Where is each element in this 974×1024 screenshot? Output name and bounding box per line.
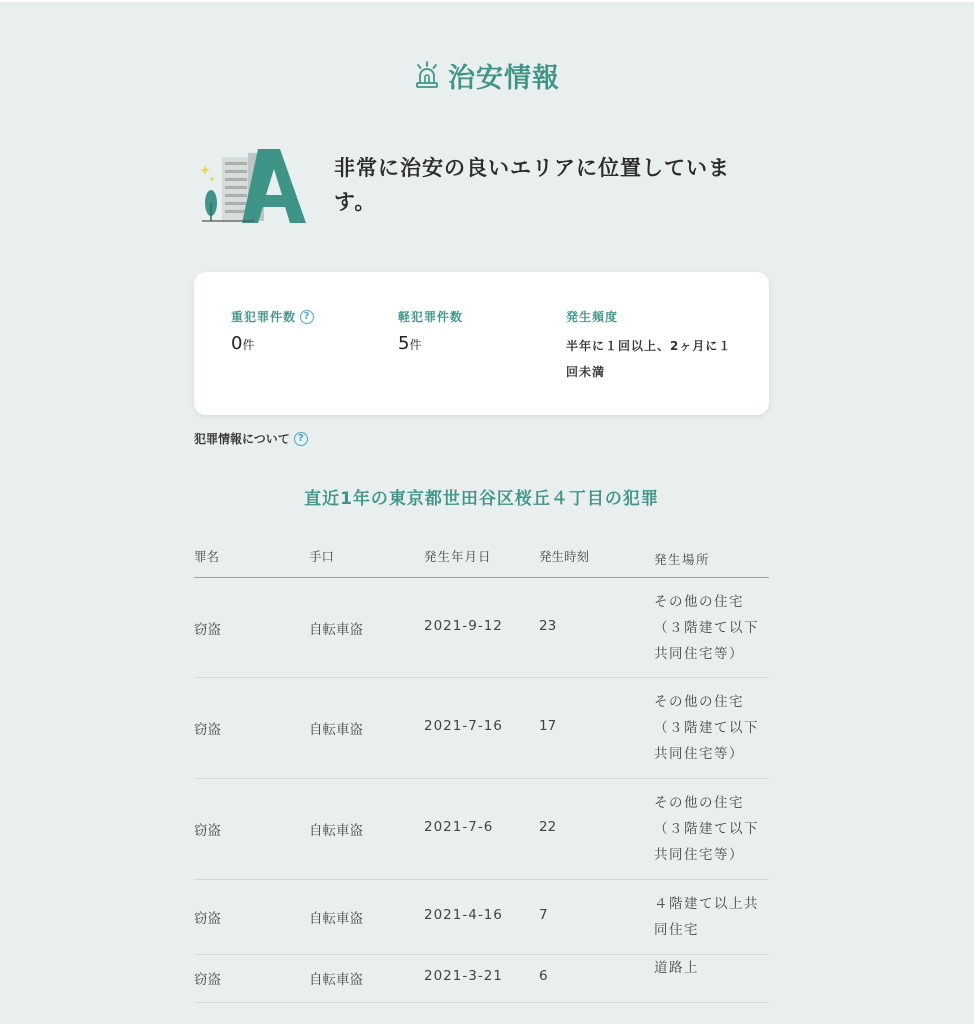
col-place: 発生場所: [654, 552, 711, 567]
minor-crime-label: [398, 308, 463, 325]
cell-place: その他の住宅（３階建て以下共同住宅等）: [654, 795, 759, 863]
serious-crime-unit: 件: [242, 338, 255, 352]
minor-crime-unit: 件: [409, 338, 422, 352]
serious-crime-value: [231, 333, 314, 354]
minor-crime-stat: [398, 308, 463, 354]
frequency-label: [566, 308, 736, 325]
section-header: [0, 52, 974, 98]
cell-date: 2021-3-21: [424, 968, 503, 984]
about-crime-info-link[interactable]: [194, 430, 308, 447]
table-header: [194, 535, 769, 578]
cell-place: その他の住宅（３階建て以下共同住宅等）: [654, 694, 759, 762]
frequency-stat: [566, 308, 736, 385]
table-row: [194, 955, 769, 1003]
cell-date: 2021-7-6: [424, 819, 494, 835]
cell-time: 23: [539, 618, 557, 634]
rank-a-illustration: [194, 145, 312, 229]
help-icon[interactable]: ?: [294, 432, 308, 446]
col-time: 発生時刻: [539, 549, 590, 564]
page-title: 治安情報: [448, 62, 560, 94]
frequency-label-text: 発生頻度: [566, 310, 619, 324]
crime-stats-card: [194, 272, 769, 415]
cell-method: 自転車盗: [309, 911, 363, 927]
table-row: [194, 578, 769, 678]
siren-icon: [414, 61, 440, 89]
cell-method: 自転車盗: [309, 823, 363, 839]
col-crime-name: 罪名: [194, 549, 220, 564]
safety-rank: [194, 145, 774, 235]
serious-crime-stat: [231, 308, 314, 354]
about-crime-info-text[interactable]: 犯罪情報について: [194, 432, 290, 446]
top-border: [0, 0, 974, 2]
frequency-value: 半年に１回以上、2ヶ月に１回未満: [566, 339, 732, 379]
cell-crime-name: 窃盗: [194, 823, 221, 839]
serious-crime-count: 0: [231, 333, 243, 354]
cell-method: 自転車盗: [309, 622, 363, 638]
crime-list-title: 直近1年の東京都世田谷区桜丘４丁目の犯罪: [304, 489, 659, 509]
cell-method: 自転車盗: [309, 972, 363, 988]
cell-time: 7: [539, 907, 548, 923]
help-icon[interactable]: ?: [300, 310, 314, 324]
cell-place: その他の住宅（３階建て以下共同住宅等）: [654, 594, 759, 662]
minor-crime-label-text: 軽犯罪件数: [398, 310, 464, 324]
minor-crime-value: [398, 333, 463, 354]
col-date: 発生年月日: [424, 549, 492, 564]
cell-date: 2021-9-12: [424, 618, 503, 634]
serious-crime-label: [231, 308, 314, 325]
cell-place: 道路上: [654, 960, 699, 976]
cell-crime-name: 窃盗: [194, 722, 221, 738]
cell-crime-name: 窃盗: [194, 911, 221, 927]
cell-time: 22: [539, 819, 557, 835]
col-method: 手口: [309, 549, 335, 564]
cell-time: 17: [539, 718, 557, 734]
cell-crime-name: 窃盗: [194, 972, 221, 988]
cell-time: 6: [539, 968, 548, 984]
table-row: [194, 779, 769, 880]
cell-date: 2021-4-16: [424, 907, 503, 923]
table-row: [194, 880, 769, 955]
minor-crime-count: 5: [398, 333, 410, 354]
cell-place: ４階建て以上共同住宅: [654, 896, 759, 938]
table-row: [194, 678, 769, 779]
cell-method: 自転車盗: [309, 722, 363, 738]
rank-message: 非常に治安の良いエリアに位置しています。: [334, 156, 730, 214]
cell-date: 2021-7-16: [424, 718, 503, 734]
serious-crime-label-text: 重犯罪件数: [231, 310, 297, 324]
cell-crime-name: 窃盗: [194, 622, 221, 638]
crime-table: [194, 535, 769, 1003]
